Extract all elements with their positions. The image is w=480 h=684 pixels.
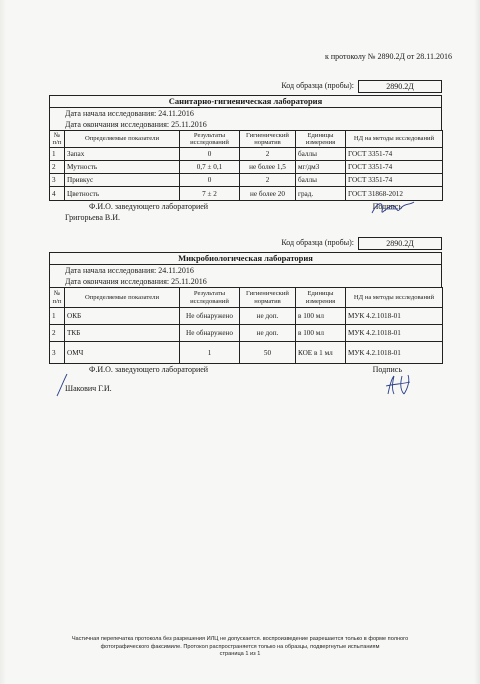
cell: 1 [180, 342, 240, 364]
cell: град. [296, 187, 346, 201]
cell: Не обнаружено [180, 308, 240, 325]
cell: не доп. [240, 325, 296, 342]
col-header: № п/п [50, 288, 65, 308]
cell: ГОСТ 3351-74 [346, 161, 443, 174]
table-row [50, 325, 443, 342]
cell: Привкус [65, 174, 180, 187]
head-label: Ф.И.О. заведующего лабораторией [89, 202, 209, 211]
col-header: Результаты исследований [180, 288, 240, 308]
sample-code-row [49, 237, 442, 249]
cell: не более 1,5 [240, 161, 296, 174]
micro-section [49, 237, 442, 396]
cell: 0,7 ± 0,1 [180, 161, 240, 174]
cell: 0 [180, 174, 240, 187]
sample-code-label: Код образца (пробы): [281, 81, 354, 90]
footer-note [40, 636, 440, 659]
lab-title: Микробиологическая лаборатория [50, 253, 441, 265]
cell: 3 [50, 174, 65, 187]
footer-line: фотографического факсимиле. Протокол распространяется только на образцы, подвергнутые испытаниям [100, 643, 380, 650]
table-header-row [50, 131, 443, 148]
results-table [49, 130, 443, 201]
lab-box [49, 95, 442, 130]
cell: не доп. [240, 308, 296, 325]
col-header: № п/п [50, 131, 65, 148]
col-header: Результаты исследований [180, 131, 240, 148]
start-date: Дата начала исследования: 24.11.2016 [65, 109, 194, 118]
cell: МУК 4.2.1018-01 [346, 325, 443, 342]
cell: Запах [65, 148, 180, 161]
end-date: Дата окончания исследования: 25.11.2016 [65, 277, 207, 286]
footer-line: Частичная перепечатка протокола без разрешения ИЛЦ не допускается. воспроизведение разрешается только в форме полного [71, 636, 409, 642]
protocol-reference: к протоколу № 2890.2Д от 28.11.2016 [324, 52, 452, 61]
signature-label: Подпись [372, 365, 402, 374]
cell: МУК 4.2.1018-01 [346, 308, 443, 325]
col-header: НД на методы исследований [346, 288, 443, 308]
cell: ГОСТ 31868-2012 [346, 187, 443, 201]
cell: Мутность [65, 161, 180, 174]
end-date: Дата окончания исследования: 25.11.2016 [65, 120, 207, 129]
lab-title: Санитарно-гигиеническая лаборатория [50, 96, 441, 108]
cell: баллы [296, 148, 346, 161]
cell: 7 ± 2 [180, 187, 240, 201]
start-date: Дата начала исследования: 24.11.2016 [65, 266, 194, 275]
cell: ГОСТ 3351-74 [346, 174, 443, 187]
cell: ОМЧ [65, 342, 180, 364]
sample-code-row [49, 80, 442, 92]
table-row [50, 161, 443, 174]
cell: 2 [240, 174, 296, 187]
table-row [50, 174, 443, 187]
sample-code-label: Код образца (пробы): [281, 238, 354, 247]
cell: мг/дм3 [296, 161, 346, 174]
head-name: Григорьева В.И. [65, 213, 121, 222]
cell: ТКБ [65, 325, 180, 342]
signature-row [49, 364, 442, 396]
cell: ГОСТ 3351-74 [346, 148, 443, 161]
cell: 2 [50, 161, 65, 174]
page-number: страница 1 из 1 [219, 651, 261, 657]
lab-box [49, 252, 442, 287]
pen-stroke-icon [55, 372, 69, 398]
col-header: Определяемые показатели [65, 288, 180, 308]
cell: 1 [50, 148, 65, 161]
cell: 0 [180, 148, 240, 161]
cell: баллы [296, 174, 346, 187]
cell: Цветность [65, 187, 180, 201]
col-header: Гигиенический норматив [240, 131, 296, 148]
cell: 2 [50, 325, 65, 342]
table-row [50, 148, 443, 161]
table-row [50, 308, 443, 325]
results-table [49, 287, 443, 364]
signature-label: Подпись [372, 202, 402, 211]
signature-row [49, 201, 442, 223]
cell: не более 20 [240, 187, 296, 201]
col-header: Гигиенический норматив [240, 288, 296, 308]
cell: 1 [50, 308, 65, 325]
cell: в 100 мл [296, 325, 346, 342]
col-header: Определяемые показатели [65, 131, 180, 148]
col-header: НД на методы исследований [346, 131, 443, 148]
head-label: Ф.И.О. заведующего лабораторией [89, 365, 209, 374]
cell: Не обнаружено [180, 325, 240, 342]
cell: в 100 мл [296, 308, 346, 325]
cell: ОКБ [65, 308, 180, 325]
table-header-row [50, 288, 443, 308]
sanitary-section [49, 80, 442, 223]
signature-scribble-icon [380, 372, 414, 398]
cell: 2 [240, 148, 296, 161]
head-name: Шакович Г.И. [65, 384, 112, 393]
sample-code-value: 2890.2Д [358, 80, 442, 93]
table-row [50, 342, 443, 364]
cell: МУК 4.2.1018-01 [346, 342, 443, 364]
cell: КОЕ в 1 мл [296, 342, 346, 364]
cell: 3 [50, 342, 65, 364]
cell: 4 [50, 187, 65, 201]
col-header: Единицы измерения [296, 131, 346, 148]
col-header: Единицы измерения [296, 288, 346, 308]
signature-scribble-icon [368, 197, 418, 219]
sample-code-value: 2890.2Д [358, 237, 442, 250]
cell: 50 [240, 342, 296, 364]
